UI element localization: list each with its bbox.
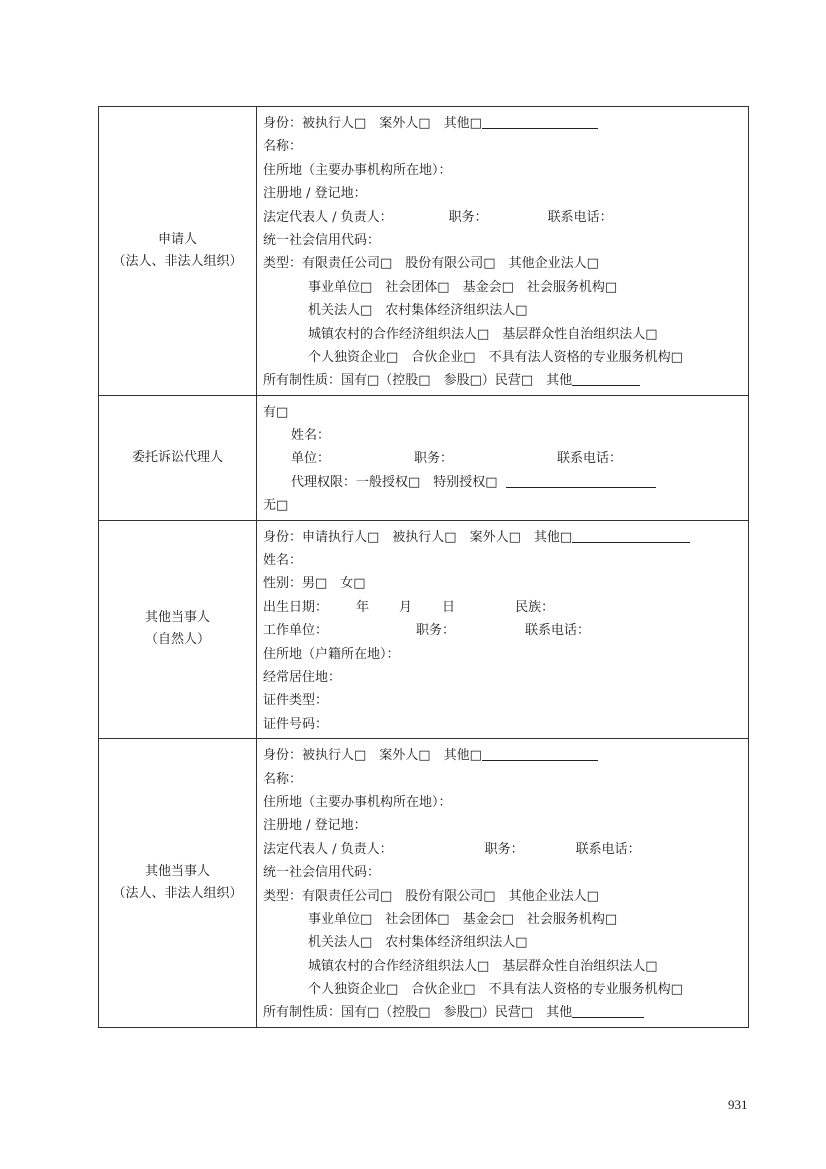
org-identity-options[interactable]: 身份：被执行人□ 案外人□ 其他□ bbox=[263, 748, 482, 764]
org-ownership-line bbox=[263, 1001, 748, 1024]
credit-code-field[interactable]: 统一社会信用代码： bbox=[263, 232, 381, 248]
person-id-number-field[interactable]: 证件号码： bbox=[263, 716, 329, 732]
person-identity-options[interactable]: 身份：申请执行人□ 被执行人□ 案外人□ 其他□ bbox=[263, 529, 573, 545]
dob-month-label: 月 bbox=[399, 599, 413, 615]
dob-day-label: 日 bbox=[442, 599, 456, 615]
party-person-label-cell bbox=[99, 520, 257, 739]
org-ownership-other-blank[interactable] bbox=[572, 1003, 644, 1018]
party-org-label: 其他当事人 bbox=[144, 864, 210, 879]
org-identity-other-blank[interactable] bbox=[482, 746, 598, 761]
person-position-field[interactable]: 职务： bbox=[416, 623, 456, 639]
person-identity-other-blank[interactable] bbox=[572, 528, 690, 543]
name-field[interactable]: 名称： bbox=[263, 139, 303, 155]
person-dob-field[interactable]: 出生日期： bbox=[263, 599, 329, 615]
agent-authority-line bbox=[263, 471, 748, 494]
representative-field[interactable]: 法定代表人 / 负责人： bbox=[263, 209, 393, 225]
agent-authority-options[interactable]: 代理权限：一般授权□ 特别授权□ bbox=[291, 474, 498, 490]
type-options-1[interactable]: 类型：有限责任公司□ 股份有限公司□ 其他企业法人□ bbox=[263, 256, 599, 272]
agent-label: 委托诉讼代理人 bbox=[131, 449, 223, 465]
org-representative-field[interactable]: 法定代表人 / 负责人： bbox=[263, 841, 393, 857]
type-options-3[interactable]: 机关法人□ 农村集体经济组织法人□ bbox=[308, 303, 528, 319]
agent-phone-field[interactable]: 联系电话： bbox=[557, 451, 623, 467]
party-person-fields bbox=[257, 520, 749, 739]
org-type-options-2[interactable]: 事业单位□ 社会团体□ 基金会□ 社会服务机构□ bbox=[308, 911, 618, 927]
org-credit-code-field[interactable]: 统一社会信用代码： bbox=[263, 865, 381, 881]
org-type-options-3[interactable]: 机关法人□ 农村集体经济组织法人□ bbox=[308, 935, 528, 951]
party-org-label-cell bbox=[99, 739, 257, 1028]
org-ownership-options[interactable]: 所有制性质：国有□（控股□ 参股□）民营□ 其他 bbox=[263, 1005, 573, 1021]
ownership-line bbox=[263, 369, 748, 392]
org-type-options-5[interactable]: 个人独资企业□ 合伙企业□ 不具有法人资格的专业服务机构□ bbox=[308, 982, 683, 998]
org-identity-line bbox=[263, 744, 748, 767]
person-work-line bbox=[263, 619, 748, 642]
registration-field[interactable]: 注册地 / 登记地： bbox=[263, 186, 367, 202]
party-org-row bbox=[99, 739, 749, 1028]
applicant-org-label: 申请人 bbox=[157, 231, 197, 247]
org-type-options-4[interactable]: 城镇农村的合作经济组织法人□ 基层群众性自治组织法人□ bbox=[308, 958, 658, 974]
person-identity-line bbox=[263, 526, 748, 549]
person-ethnicity-field[interactable]: 民族： bbox=[515, 599, 555, 615]
ownership-other-blank[interactable] bbox=[572, 371, 640, 386]
person-name-field[interactable]: 姓名： bbox=[263, 553, 303, 569]
dob-year-label: 年 bbox=[356, 599, 370, 615]
org-representative-line bbox=[263, 838, 748, 861]
person-work-unit-field[interactable]: 工作单位： bbox=[263, 623, 329, 639]
agent-has-checkbox[interactable]: 有□ bbox=[263, 404, 289, 420]
applicant-org-row bbox=[99, 107, 749, 396]
ownership-options[interactable]: 所有制性质：国有□（控股□ 参股□）民营□ 其他 bbox=[263, 373, 573, 389]
identity-options[interactable]: 身份：被执行人□ 案外人□ 其他□ bbox=[263, 116, 482, 131]
party-person-row bbox=[99, 520, 749, 739]
agent-unit-field[interactable]: 单位： bbox=[291, 451, 331, 467]
org-position-field[interactable]: 职务： bbox=[484, 841, 524, 857]
agent-unit-line bbox=[263, 447, 748, 470]
agent-fields bbox=[257, 395, 749, 520]
agent-label-cell bbox=[99, 395, 257, 520]
person-id-type-field[interactable]: 证件类型： bbox=[263, 693, 329, 709]
position-field[interactable]: 职务： bbox=[448, 209, 488, 225]
party-org-fields bbox=[257, 739, 749, 1028]
org-phone-field[interactable]: 联系电话： bbox=[575, 841, 641, 857]
agent-none-checkbox[interactable]: 无□ bbox=[263, 498, 289, 514]
address-field[interactable]: 住所地（主要办事机构所在地）： bbox=[263, 162, 452, 178]
person-domicile-field[interactable]: 住所地（户籍所在地）： bbox=[263, 646, 400, 662]
type-options-2[interactable]: 事业单位□ 社会团体□ 基金会□ 社会服务机构□ bbox=[308, 279, 618, 295]
person-phone-field[interactable]: 联系电话： bbox=[525, 623, 591, 639]
org-name-field[interactable]: 名称： bbox=[263, 771, 303, 787]
agent-position-field[interactable]: 职务： bbox=[414, 451, 454, 467]
page-number: 931 bbox=[728, 1097, 748, 1112]
agent-row bbox=[99, 395, 749, 520]
agent-name-field[interactable]: 姓名： bbox=[291, 428, 331, 444]
person-residence-field[interactable]: 经常居住地： bbox=[263, 669, 342, 685]
org-type-options-1[interactable]: 类型：有限责任公司□ 股份有限公司□ 其他企业法人□ bbox=[263, 888, 599, 904]
representative-line bbox=[263, 206, 748, 229]
applicant-org-label-cell bbox=[99, 107, 257, 396]
agent-authority-blank[interactable] bbox=[506, 473, 656, 488]
type-options-4[interactable]: 城镇农村的合作经济组织法人□ 基层群众性自治组织法人□ bbox=[308, 326, 658, 342]
person-gender-options[interactable]: 性别：男□ 女□ bbox=[263, 576, 366, 592]
party-person-sublabel: （自然人） bbox=[144, 632, 210, 648]
application-form-table bbox=[98, 106, 749, 1028]
person-dob-line bbox=[263, 596, 748, 619]
party-org-sublabel: （法人、非法人组织） bbox=[112, 886, 243, 901]
org-registration-field[interactable]: 注册地 / 登记地： bbox=[263, 818, 367, 834]
applicant-org-fields bbox=[257, 107, 749, 396]
identity-line bbox=[263, 112, 748, 135]
party-person-label: 其他当事人 bbox=[144, 610, 210, 626]
org-address-field[interactable]: 住所地（主要办事机构所在地）： bbox=[263, 794, 452, 810]
type-options-5[interactable]: 个人独资企业□ 合伙企业□ 不具有法人资格的专业服务机构□ bbox=[308, 349, 683, 365]
applicant-org-sublabel: （法人、非法人组织） bbox=[112, 253, 243, 269]
phone-field[interactable]: 联系电话： bbox=[547, 209, 613, 225]
identity-other-blank[interactable] bbox=[482, 114, 598, 129]
